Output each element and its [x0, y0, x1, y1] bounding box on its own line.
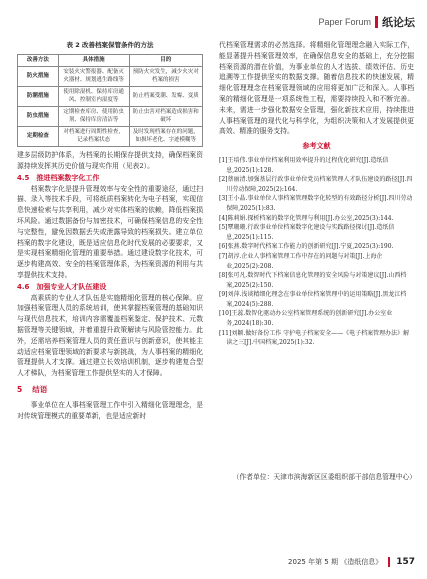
table-cell: 定期检查库房、使用防虫剂、保持库房清洁等	[58, 107, 129, 127]
section-heading-4-6: 4.6 加强专业人才队伍建设	[17, 282, 107, 291]
table-row	[18, 127, 203, 147]
reference-item: [3]王小晶.事业单位人事档案管理数字化转型的有效路径分析[J].四川劳动保障,2025(1):83.	[219, 195, 413, 212]
table-cell: 安装火灾警报器、配备灭火器材、规划逃生路线等	[58, 67, 129, 87]
table-caption: 表 2 改善档案保管条件的方法	[66, 41, 154, 49]
forum-divider	[375, 16, 378, 28]
right-column	[219, 40, 417, 483]
table-cell: 防潮措施	[18, 87, 59, 107]
reference-item: [6]张燕.数字时代档案工作能力的创新研究[J].宁夏,2025(3):190.	[219, 243, 394, 251]
table-cell: 防火措施	[18, 67, 59, 87]
paragraph: 建多层级防护体系，为档案的长期保存提供支持，确保档案资源持续发挥其历史价值与现实作用（见表2）。	[17, 151, 203, 171]
methods-table	[17, 54, 203, 148]
forum-label-en: Paper Forum	[318, 17, 371, 27]
table-row	[18, 87, 203, 107]
table-cell: 使用除湿机、保持库房通风、控制室内湿度等	[58, 87, 129, 107]
left-column	[17, 40, 203, 421]
table-row	[18, 67, 203, 87]
table-header-cell: 目的	[129, 54, 202, 67]
reference-item: [1]王培伟.事业单位档案利用效率提升的过程优化研究[J].造纸信息,2025(1):128.	[219, 156, 389, 174]
table-cell: 对档案进行周期性检查，记录档案状态	[58, 127, 129, 147]
paragraph: 代档案管理需求的必然选择。将精细化管理理念融入实际工作，能显著提升档案管理效率，在确保信息安全的基础上，充分挖掘档案资源的潜在价值，为事业单位的人才选拔、绩效评估、历史追溯等工作提供坚实的数据支撑。随着信息技术的快速发展，精细化管理理念在档案管理领域的应用将更加广泛和深入。人事档案的精细化管理是一项系统性工程，需要持续投入和不断完善。未来，需进一步强化数据安全管理，强化新技术应用，持续推进人事档案管理的现代化与科学化，为组织决策和人才发展提供更高效、精准的服务支持。	[219, 41, 414, 136]
section-heading-4-5: 4.5 推进档案数字化工作	[17, 173, 100, 182]
reference-item: [10]王蕊.数智化驱动办公室档案管理系统的创新研究[J].办公室业务,2024(18):30.	[219, 310, 393, 328]
table-header-cell: 具体措施	[58, 54, 129, 67]
reference-item: [2]蔡丽清.加强基层行政事业单位党员档案管理人才队伍建设的路径[J].四川劳动保障,2025(2):164.	[219, 176, 413, 193]
table-header-cell: 改善方法	[18, 54, 59, 67]
reference-item: [8]张可凡.数智时代下档案信息化管理的安全风险与对策建议[J].山西档案,2025(2):150.	[219, 272, 407, 289]
reference-item: [11]刘颖.做好备份工作 守护电子档案安全——《电子档案管理办法》解读之三[J].中国档案,2025(1):32.	[219, 329, 410, 347]
page-header	[318, 14, 415, 30]
issue-label: 2025 年第 5 期 《造纸信息》	[288, 558, 383, 566]
section-heading-5	[17, 385, 203, 396]
reference-item: [4]陈莉娟.探析档案的数字化管理与利用[J].办公室,2025(3):144.	[219, 214, 394, 222]
table-cell: 防止虫害对档案造成损害和破坏	[129, 107, 202, 127]
forum-label-cn: 纸论坛	[382, 16, 415, 29]
page-number: 157	[396, 557, 415, 567]
references-title: 参考文献	[302, 142, 331, 151]
table-cell: 及时发现档案存在的问题，如损坏老化、字迹模糊等	[129, 127, 202, 147]
page-footer	[288, 557, 415, 567]
footer-divider	[388, 557, 390, 567]
table-cell: 防虫措施	[18, 107, 59, 127]
reference-item: [5]覃珊珊.行政事业单位档案数字化建设与实践路径探讨[J].造纸信息,2025(1):115.	[219, 224, 395, 241]
table-cell: 预防火灾发生，减少火灾对档案的损害	[129, 67, 202, 87]
reference-item: [9]刘萍.浅谈精细化理念在事业单位档案管理中的运用策略[J].黑龙江档案,2024(5):288.	[219, 291, 407, 308]
section-title: 结语	[32, 385, 48, 395]
table-cell: 防止档案受潮、发霉、变质	[129, 87, 202, 107]
paragraph: 事业单位在人事档案管理工作中引入精细化管理理念，是对传统管理模式的重要革新，也是适应新时	[17, 400, 203, 420]
references-list	[219, 156, 414, 348]
table-cell: 定期检查	[18, 127, 59, 147]
paragraph: 档案数字化是提升管理效率与安全性的重要途径，通过扫描、录入等技术手段，可将纸质档案转化为电子档案，实现信息快速检索与共享利用，减少对实体档案的依赖，降低档案损坏风险。通过数据备份与加密技术，可确保档案信息的安全性与完整性，避免因数据丢失或泄露导致的档案损失。建立单位档案的数字化建设，既是适应信息化时代发展的必要要求，又是实现档案精细化管理的重要举措。通过建设数字化技术，可逐步构建高效、安全的档案管理体系，为档案资源的利用与共享提供技术支持。	[17, 184, 203, 280]
author-affiliation: （作者单位：天津市滨海新区区委组织部干部信息管理中心）	[232, 472, 417, 481]
paragraph: 高素质的专业人才队伍是实施精细化管理的核心保障。应加强档案管理人员的系统培训，使其掌握档案管理的基础知识与现代信息技术，培训内容需覆盖档案鉴定、保护技术、元数据管理等关键领域，并着重提升政策解读与风险管控能力。此外，还需培养档案管理人员的责任意识与创新意识，使其能主动适应档案管理领域的新要求与新挑战，为人事档案的精细化管理提供人才支撑。通过建立长效培训机制，逐步构建复合型人才梯队，为档案管理工作提供坚实的人才保障。	[17, 293, 203, 378]
section-number: 5	[17, 385, 23, 395]
table-row	[18, 107, 203, 127]
reference-item: [7]胡淳.企业人事档案管理工作中存在的问题与对策[J].上海企业,2025(2):208.	[219, 252, 383, 270]
table-header-row	[18, 54, 203, 67]
